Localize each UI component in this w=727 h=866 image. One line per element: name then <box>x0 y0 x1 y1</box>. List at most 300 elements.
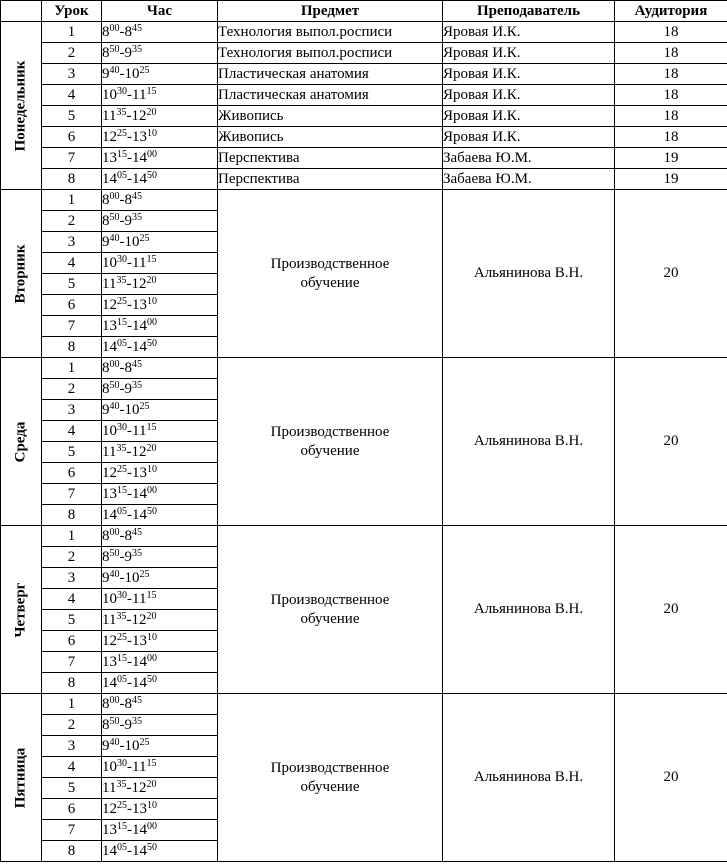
table-row <box>1 169 727 190</box>
time-minutes: 05 <box>117 337 127 349</box>
lesson-time <box>102 127 218 148</box>
time-hours: 8 <box>102 44 110 61</box>
time-hours: -9 <box>119 212 132 229</box>
table-row <box>1 358 727 379</box>
lesson-number: 3 <box>42 400 102 421</box>
time-minutes: 45 <box>132 526 142 538</box>
lesson-time <box>102 253 218 274</box>
lesson-number: 6 <box>42 463 102 484</box>
lesson-time <box>102 274 218 295</box>
time-hours: -11 <box>127 590 147 607</box>
lesson-number: 2 <box>42 43 102 64</box>
table-row <box>1 694 727 715</box>
time-hours: 12 <box>102 800 117 817</box>
time-minutes: 40 <box>109 232 120 244</box>
time-hours: -12 <box>126 107 147 124</box>
time-hours: -9 <box>119 44 132 61</box>
lesson-time <box>102 316 218 337</box>
table-row <box>1 148 727 169</box>
time-minutes: 25 <box>117 127 127 139</box>
day-label: Среда <box>12 421 29 462</box>
table-row <box>1 43 727 64</box>
lesson-time <box>102 631 218 652</box>
day-label: Понедельник <box>12 60 29 151</box>
time-minutes: 20 <box>146 442 157 454</box>
time-minutes: 25 <box>117 631 127 643</box>
time-hours: 13 <box>102 821 117 838</box>
time-minutes: 50 <box>147 169 157 181</box>
lesson-number: 1 <box>42 22 102 43</box>
room-cell: 19 <box>615 148 727 169</box>
time-hours: 14 <box>102 842 117 859</box>
time-hours: -14 <box>127 338 147 355</box>
lesson-number: 3 <box>42 736 102 757</box>
time-hours: 12 <box>102 128 117 145</box>
time-hours: 8 <box>102 695 110 712</box>
table-row <box>1 22 727 43</box>
time-minutes: 35 <box>116 274 127 286</box>
time-minutes: 00 <box>109 190 120 202</box>
lesson-time <box>102 757 218 778</box>
table-row <box>1 64 727 85</box>
lesson-time <box>102 442 218 463</box>
lesson-time <box>102 190 218 211</box>
time-minutes: 35 <box>116 442 127 454</box>
subject-cell: Пластическая анатомия <box>218 64 443 85</box>
subject-cell: Пластическая анатомия <box>218 85 443 106</box>
time-hours: 11 <box>102 107 117 124</box>
teacher-cell: Яровая И.К. <box>443 127 615 148</box>
room-cell: 18 <box>615 85 727 106</box>
time-hours: -8 <box>119 359 132 376</box>
lesson-number: 2 <box>42 547 102 568</box>
time-minutes: 35 <box>132 547 142 559</box>
time-minutes: 30 <box>117 253 127 265</box>
time-hours: -8 <box>119 695 132 712</box>
time-minutes: 15 <box>117 652 127 664</box>
time-hours: -11 <box>127 422 147 439</box>
lesson-number: 8 <box>42 673 102 694</box>
time-minutes: 35 <box>132 43 142 55</box>
lesson-time <box>102 232 218 253</box>
time-hours: 10 <box>102 758 117 775</box>
time-minutes: 05 <box>117 169 127 181</box>
subject-line: Производственное <box>270 423 390 440</box>
time-minutes: 15 <box>117 316 127 328</box>
time-minutes: 00 <box>109 358 120 370</box>
header-room: Аудитория <box>615 1 727 22</box>
time-hours: 13 <box>102 149 117 166</box>
lesson-time <box>102 64 218 85</box>
time-minutes: 25 <box>117 295 127 307</box>
time-minutes: 30 <box>117 757 127 769</box>
subject-cell: Перспектива <box>218 148 443 169</box>
time-hours: 14 <box>102 506 117 523</box>
room-cell: 20 <box>615 526 727 694</box>
time-minutes: 10 <box>147 463 157 475</box>
time-hours: 14 <box>102 674 117 691</box>
time-minutes: 00 <box>109 22 120 34</box>
time-hours: -12 <box>126 275 147 292</box>
lesson-time <box>102 22 218 43</box>
time-hours: 10 <box>102 422 117 439</box>
day-label: Вторник <box>12 244 29 303</box>
subject-cell: Живопись <box>218 106 443 127</box>
time-minutes: 35 <box>116 610 127 622</box>
time-minutes: 20 <box>146 106 157 118</box>
time-hours: -8 <box>119 527 132 544</box>
lesson-time <box>102 715 218 736</box>
lesson-number: 2 <box>42 379 102 400</box>
room-cell: 20 <box>615 358 727 526</box>
time-minutes: 00 <box>147 820 157 832</box>
time-minutes: 20 <box>146 778 157 790</box>
time-hours: 9 <box>102 737 110 754</box>
lesson-time <box>102 43 218 64</box>
teacher-cell: Альянинова В.Н. <box>443 526 615 694</box>
time-minutes: 50 <box>109 211 120 223</box>
time-minutes: 30 <box>117 85 127 97</box>
header-row <box>1 1 727 22</box>
lesson-time <box>102 589 218 610</box>
lesson-time <box>102 799 218 820</box>
lesson-time <box>102 484 218 505</box>
time-hours: -13 <box>127 464 147 481</box>
lesson-number: 7 <box>42 316 102 337</box>
time-minutes: 10 <box>147 127 157 139</box>
header-day <box>1 1 42 22</box>
time-minutes: 00 <box>147 316 157 328</box>
time-hours: -12 <box>126 443 147 460</box>
time-hours: -8 <box>119 23 132 40</box>
header-time: Час <box>102 1 218 22</box>
table-row <box>1 106 727 127</box>
day-cell <box>1 526 42 694</box>
lesson-time <box>102 379 218 400</box>
time-minutes: 15 <box>146 253 157 265</box>
day-cell <box>1 190 42 358</box>
time-minutes: 25 <box>139 400 150 412</box>
lesson-number: 2 <box>42 715 102 736</box>
lesson-time <box>102 421 218 442</box>
room-cell: 18 <box>615 106 727 127</box>
lesson-time <box>102 358 218 379</box>
time-minutes: 50 <box>109 547 120 559</box>
time-minutes: 15 <box>146 757 157 769</box>
time-minutes: 35 <box>116 778 127 790</box>
lesson-time <box>102 295 218 316</box>
lesson-number: 3 <box>42 64 102 85</box>
time-hours: -14 <box>127 506 147 523</box>
subject-line: обучение <box>300 778 360 795</box>
lesson-number: 7 <box>42 148 102 169</box>
lesson-number: 2 <box>42 211 102 232</box>
time-hours: 10 <box>102 590 117 607</box>
lesson-time <box>102 505 218 526</box>
subject-cell <box>218 526 443 694</box>
lesson-number: 5 <box>42 106 102 127</box>
subject-line: Производственное <box>270 591 390 608</box>
lesson-time <box>102 85 218 106</box>
teacher-cell: Яровая И.К. <box>443 64 615 85</box>
time-minutes: 20 <box>146 274 157 286</box>
time-minutes: 00 <box>109 694 120 706</box>
time-hours: -9 <box>119 380 132 397</box>
time-hours: 8 <box>102 212 110 229</box>
time-minutes: 25 <box>117 799 127 811</box>
teacher-cell: Яровая И.К. <box>443 85 615 106</box>
subject-line: обучение <box>300 610 360 627</box>
time-hours: 8 <box>102 716 110 733</box>
lesson-time <box>102 463 218 484</box>
teacher-cell: Альянинова В.Н. <box>443 694 615 862</box>
time-hours: 12 <box>102 632 117 649</box>
time-minutes: 05 <box>117 673 127 685</box>
lesson-time <box>102 547 218 568</box>
lesson-time <box>102 694 218 715</box>
day-label: Пятница <box>12 747 29 808</box>
lesson-time <box>102 778 218 799</box>
subject-cell: Технология выпол.росписи <box>218 43 443 64</box>
time-hours: -8 <box>119 191 132 208</box>
time-hours: -14 <box>127 317 147 334</box>
time-minutes: 50 <box>147 841 157 853</box>
teacher-cell: Альянинова В.Н. <box>443 190 615 358</box>
subject-line: Производственное <box>270 255 390 272</box>
time-minutes: 45 <box>132 694 142 706</box>
time-minutes: 25 <box>139 736 150 748</box>
teacher-cell: Яровая И.К. <box>443 22 615 43</box>
time-hours: -14 <box>127 170 147 187</box>
time-minutes: 00 <box>147 652 157 664</box>
lesson-number: 1 <box>42 694 102 715</box>
lesson-number: 7 <box>42 820 102 841</box>
table-row <box>1 85 727 106</box>
time-minutes: 50 <box>147 505 157 517</box>
lesson-number: 4 <box>42 421 102 442</box>
room-cell: 20 <box>615 694 727 862</box>
time-minutes: 30 <box>117 421 127 433</box>
time-hours: 11 <box>102 779 117 796</box>
lesson-number: 4 <box>42 253 102 274</box>
time-minutes: 15 <box>146 85 157 97</box>
lesson-number: 1 <box>42 358 102 379</box>
time-hours: -10 <box>119 233 140 250</box>
lesson-number: 1 <box>42 190 102 211</box>
time-hours: 13 <box>102 317 117 334</box>
subject-cell <box>218 694 443 862</box>
time-minutes: 50 <box>109 715 120 727</box>
time-hours: -10 <box>119 65 140 82</box>
time-hours: 11 <box>102 611 117 628</box>
lesson-number: 1 <box>42 526 102 547</box>
time-hours: 8 <box>102 548 110 565</box>
day-cell <box>1 694 42 862</box>
time-minutes: 40 <box>109 568 120 580</box>
time-hours: -9 <box>119 716 132 733</box>
header-teacher: Преподаватель <box>443 1 615 22</box>
time-hours: 9 <box>102 233 110 250</box>
time-minutes: 05 <box>117 841 127 853</box>
room-cell: 19 <box>615 169 727 190</box>
subject-cell <box>218 358 443 526</box>
table-row <box>1 526 727 547</box>
lesson-time <box>102 736 218 757</box>
time-hours: -9 <box>119 548 132 565</box>
time-minutes: 00 <box>147 484 157 496</box>
time-hours: -10 <box>119 569 140 586</box>
time-hours: -10 <box>119 401 140 418</box>
time-minutes: 25 <box>139 568 150 580</box>
day-label: Четверг <box>12 582 29 637</box>
lesson-time <box>102 673 218 694</box>
lesson-number: 6 <box>42 127 102 148</box>
lesson-number: 4 <box>42 85 102 106</box>
teacher-cell: Яровая И.К. <box>443 43 615 64</box>
time-hours: -11 <box>127 758 147 775</box>
time-hours: -14 <box>127 485 147 502</box>
time-minutes: 15 <box>146 589 157 601</box>
time-minutes: 40 <box>109 400 120 412</box>
time-minutes: 05 <box>117 505 127 517</box>
teacher-cell: Забаева Ю.М. <box>443 169 615 190</box>
time-minutes: 45 <box>132 22 142 34</box>
lesson-time <box>102 652 218 673</box>
lesson-number: 5 <box>42 274 102 295</box>
time-hours: 8 <box>102 23 110 40</box>
time-minutes: 50 <box>109 43 120 55</box>
time-minutes: 50 <box>147 337 157 349</box>
day-cell <box>1 22 42 190</box>
time-minutes: 30 <box>117 589 127 601</box>
time-minutes: 15 <box>117 148 127 160</box>
time-minutes: 25 <box>117 463 127 475</box>
time-hours: -14 <box>127 653 147 670</box>
time-hours: 13 <box>102 485 117 502</box>
room-cell: 18 <box>615 22 727 43</box>
time-hours: -13 <box>127 128 147 145</box>
time-minutes: 40 <box>109 64 120 76</box>
lesson-number: 3 <box>42 568 102 589</box>
lesson-number: 7 <box>42 652 102 673</box>
time-minutes: 10 <box>147 799 157 811</box>
room-cell: 18 <box>615 127 727 148</box>
lesson-time <box>102 106 218 127</box>
time-minutes: 00 <box>109 526 120 538</box>
lesson-time <box>102 526 218 547</box>
time-hours: -14 <box>127 821 147 838</box>
lesson-time <box>102 337 218 358</box>
room-cell: 18 <box>615 64 727 85</box>
lesson-time <box>102 841 218 862</box>
time-minutes: 20 <box>146 610 157 622</box>
time-hours: 14 <box>102 170 117 187</box>
lesson-time <box>102 568 218 589</box>
time-minutes: 00 <box>147 148 157 160</box>
time-hours: -13 <box>127 800 147 817</box>
room-cell: 20 <box>615 190 727 358</box>
room-cell: 18 <box>615 43 727 64</box>
time-hours: 9 <box>102 401 110 418</box>
subject-cell <box>218 190 443 358</box>
lesson-number: 5 <box>42 610 102 631</box>
lesson-number: 6 <box>42 295 102 316</box>
time-minutes: 35 <box>132 715 142 727</box>
subject-line: Производственное <box>270 759 390 776</box>
time-hours: -14 <box>127 842 147 859</box>
lesson-number: 6 <box>42 799 102 820</box>
subject-cell: Перспектива <box>218 169 443 190</box>
time-minutes: 50 <box>109 379 120 391</box>
lesson-number: 4 <box>42 589 102 610</box>
time-minutes: 10 <box>147 295 157 307</box>
time-minutes: 15 <box>117 484 127 496</box>
lesson-time <box>102 169 218 190</box>
time-minutes: 25 <box>139 64 150 76</box>
time-hours: 9 <box>102 569 110 586</box>
time-hours: -14 <box>127 149 147 166</box>
lesson-number: 8 <box>42 169 102 190</box>
subject-line: обучение <box>300 442 360 459</box>
time-minutes: 25 <box>139 232 150 244</box>
time-hours: 8 <box>102 191 110 208</box>
lesson-time <box>102 148 218 169</box>
time-hours: -13 <box>127 632 147 649</box>
subject-line: обучение <box>300 274 360 291</box>
time-hours: 10 <box>102 86 117 103</box>
time-hours: 9 <box>102 65 110 82</box>
lesson-time <box>102 610 218 631</box>
lesson-number: 8 <box>42 337 102 358</box>
lesson-number: 5 <box>42 442 102 463</box>
lesson-time <box>102 211 218 232</box>
time-hours: 8 <box>102 359 110 376</box>
table-row <box>1 190 727 211</box>
header-subject: Предмет <box>218 1 443 22</box>
time-hours: -12 <box>126 779 147 796</box>
time-hours: 10 <box>102 254 117 271</box>
lesson-number: 8 <box>42 841 102 862</box>
time-hours: -14 <box>127 674 147 691</box>
teacher-cell: Яровая И.К. <box>443 106 615 127</box>
lesson-number: 6 <box>42 631 102 652</box>
time-hours: -11 <box>127 86 147 103</box>
time-minutes: 45 <box>132 190 142 202</box>
time-minutes: 10 <box>147 631 157 643</box>
teacher-cell: Забаева Ю.М. <box>443 148 615 169</box>
time-minutes: 35 <box>132 211 142 223</box>
time-hours: -10 <box>119 737 140 754</box>
time-minutes: 15 <box>146 421 157 433</box>
header-lesson: Урок <box>42 1 102 22</box>
lesson-time <box>102 820 218 841</box>
lesson-time <box>102 400 218 421</box>
time-hours: 8 <box>102 380 110 397</box>
lesson-number: 5 <box>42 778 102 799</box>
time-minutes: 35 <box>132 379 142 391</box>
lesson-number: 4 <box>42 757 102 778</box>
lesson-number: 8 <box>42 505 102 526</box>
time-minutes: 50 <box>147 673 157 685</box>
subject-cell: Технология выпол.росписи <box>218 22 443 43</box>
day-cell <box>1 358 42 526</box>
table-row <box>1 127 727 148</box>
time-hours: 12 <box>102 296 117 313</box>
time-hours: 8 <box>102 527 110 544</box>
time-minutes: 40 <box>109 736 120 748</box>
time-hours: -11 <box>127 254 147 271</box>
subject-cell: Живопись <box>218 127 443 148</box>
